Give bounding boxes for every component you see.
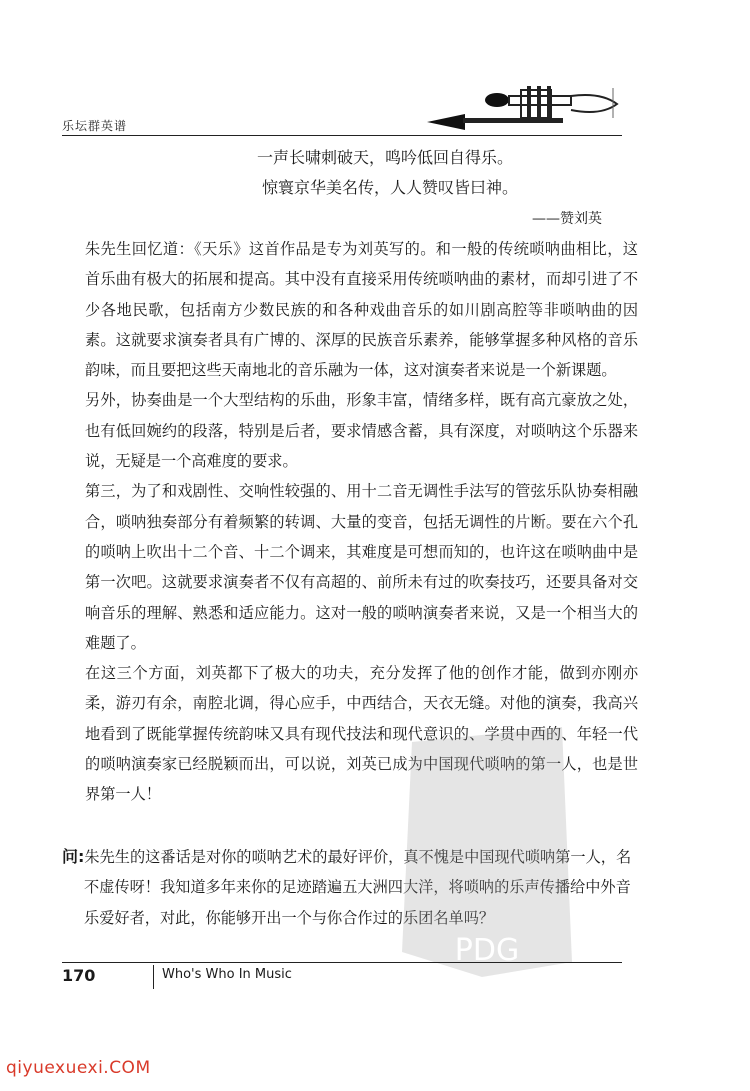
question-label: 问: [62, 847, 85, 866]
body-paragraph: 在这三个方面，刘英都下了极大的功夫，充分发挥了他的创作才能，做到亦刚亦柔，游刃有余，南腔北调，得心应手，中西结合，天衣无缝。对他的演奏，我高兴地看到了既能掌握传统韵味又具有现代技法和现代意识的、学贯中西的、年轻一代的唢呐演奏家已经脱颖而出，可以说，刘英已成为中国现代唢呐的第一人，也是世界第一人！ [85, 664, 638, 804]
body-paragraph: 第三，为了和戏剧性、交响性较强的、用十二音无调性手法写的管弦乐队协奏相融合，唢呐独奏部分有着频繁的转调、大量的变音，包括无调性的片断。要在六个孔的唢呐上吹出十二个音、十二个调来，其难度是可想而知的，也许这在唢呐曲中是第一次吧。这就要求演奏者不仅有高超的、前所未有过的吹奏技巧，还要具备对交响音乐的理解、熟悉和适应能力。这对一般的唢呐演奏者来说，又是一个相当大的难题了。 [85, 482, 638, 652]
site-watermark: qiyuexuexi.COM [6, 1058, 151, 1078]
body-paragraph: 朱先生回忆道：《天乐》这首作品是专为刘英写的。和一般的传统唢呐曲相比，这首乐曲有极大的拓展和提高。其中没有直接采用传统唢呐曲的素材，而却引进了不少各地民歌，包括南方少数民族的和各种戏曲音乐的如川剧高腔等非唢呐曲的因素。这就要求演奏者具有广博的、深厚的民族音乐素养，能够掌握多种风格的音乐韵味，而且要把这些天南地北的音乐融为一体，这对演奏者来说是一个新课题。 [85, 240, 638, 380]
pdg-watermark-stamp [392, 722, 582, 982]
watermark-label: PDG [454, 933, 520, 968]
header-rule [62, 135, 622, 136]
page-number: 170 [62, 966, 96, 985]
poem-line-2: 惊寰京华美名传，人人赞叹皆曰神。 [261, 178, 518, 197]
running-header-title: 乐坛群英谱 [62, 119, 128, 133]
body-paragraph: 另外，协奏曲是一个大型结构的乐曲，形象丰富，情绪多样，既有高亢豪放之处，也有低回婉约的段落，特别是后者，要求情感含蓄，具有深度，对唢呐这个乐器来说，无疑是一个高难度的要求。 [85, 391, 638, 471]
poem-attribution: ——赞刘英 [532, 211, 602, 227]
footer-series-title: Who's Who In Music [162, 967, 292, 982]
trumpet-icon [425, 78, 625, 133]
footer-rule [62, 962, 622, 963]
question-text: 朱先生的这番话是对你的唢呐艺术的最好评价，真不愧是中国现代唢呐第一人，名不虚传呀！我知道多年来你的足迹踏遍五大洲四大洋，将唢呐的乐声传播给中外音乐爱好者，对此，你能够开出一个与你合作过的乐团名单吗？ [84, 848, 632, 927]
poem-line-1: 一声长啸刺破天，鸣吟低回自得乐。 [256, 148, 513, 167]
footer-divider [153, 965, 154, 989]
